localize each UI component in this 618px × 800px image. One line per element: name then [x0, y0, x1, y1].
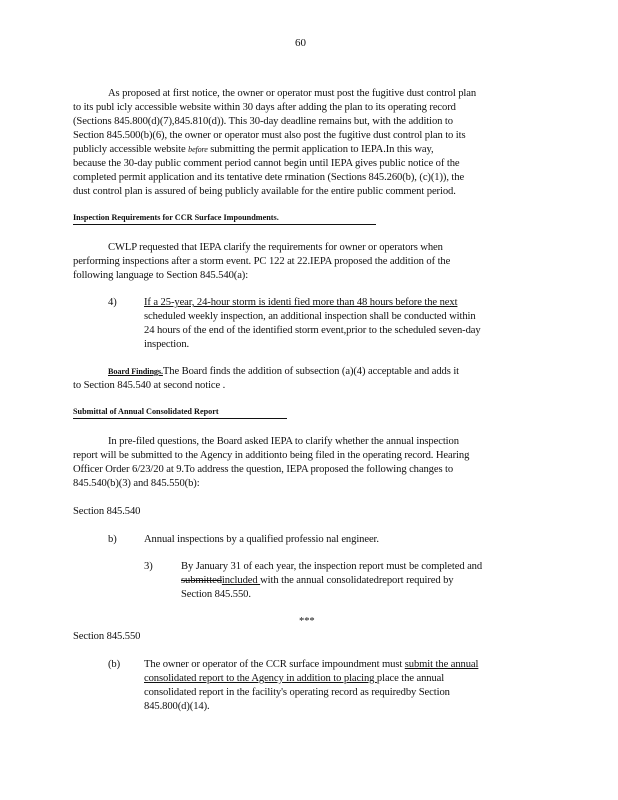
- struck-text: submitted: [181, 575, 222, 586]
- text-line: Board Findings.The Board finds the addition of subsection (a)(4) acceptable and adds it: [108, 366, 460, 377]
- item-label-b: b): [108, 534, 117, 545]
- section-heading-inspection: Inspection Requirements for CCR Surface Impoundments.: [73, 212, 376, 225]
- text-line: dust control plan is assured of being publicly available for the entire public comment period.: [73, 186, 456, 197]
- emphasis-before: before: [188, 145, 208, 154]
- page-number: 60: [295, 37, 306, 49]
- section-label-845-540: Section 845.540: [73, 506, 141, 517]
- text-line: By January 31 of each year, the inspection report must be completed and: [181, 561, 483, 572]
- text-line: 845.540(b)(3) and 845.550(b):: [73, 478, 200, 489]
- text-line: report will be submitted to the Agency in additionto being filed in the operating record. Hearing: [73, 450, 470, 461]
- text-line: consolidated report to the Agency in addition to placing place the annual: [144, 673, 445, 684]
- text-line: to its publ icly accessible website within 30 days after adding the plan to its operating record: [73, 102, 456, 113]
- text-line: In pre-filed questions, the Board asked IEPA to clarify whether the annual inspection: [108, 436, 459, 447]
- text-line: As proposed at first notice, the owner or operator must post the fugitive dust control plan: [108, 88, 477, 99]
- item-number: 4): [108, 297, 117, 308]
- text-line: completed permit application and its tentative dete rmination (Sections 845.260(b), (c)(1)), the: [73, 172, 465, 183]
- inserted-text: consolidated report to the Agency in addition to placing: [144, 673, 377, 684]
- text-line: submittedincluded with the annual consolidatedreport required by: [181, 575, 454, 586]
- text-line: (Sections 845.800(d)(7),845.810(d)). This 30-day deadline remains but, with the addition to: [73, 116, 453, 127]
- text-line: to Section 845.540 at second notice .: [73, 380, 226, 391]
- text-line: publicly accessible website before submitting the permit application to IEPA.In this way,: [73, 144, 434, 155]
- board-findings-label: Board Findings.: [108, 367, 163, 376]
- item-number: 3): [144, 561, 153, 572]
- section-heading-submittal: Submittal of Annual Consolidated Report: [73, 406, 287, 419]
- text-line: Section 845.550.: [181, 589, 251, 600]
- asterisk-separator: ***: [299, 616, 315, 627]
- text-line: CWLP requested that IEPA clarify the requirements for owner or operators when: [108, 242, 443, 253]
- inserted-text: submit the annual: [404, 659, 479, 670]
- text-line: Officer Order 6/23/20 at 9.To address the question, IEPA proposed the following changes to: [73, 464, 454, 475]
- text-line: because the 30-day public comment period cannot begin until IEPA gives public notice of the: [73, 158, 460, 169]
- text-line: scheduled weekly inspection, an additional inspection shall be conducted within: [144, 311, 476, 322]
- text-line: performing inspections after a storm event. PC 122 at 22.IEPA proposed the addition of the: [73, 256, 451, 267]
- text-line: Annual inspections by a qualified professio nal engineer.: [144, 534, 379, 545]
- text-line: The owner or operator of the CCR surface impoundment must submit the annual: [144, 659, 479, 670]
- text-line: inspection.: [144, 339, 190, 350]
- item-label-b: (b): [108, 659, 121, 670]
- text-line: If a 25-year, 24-hour storm is identi fied more than 48 hours before the next: [144, 297, 458, 308]
- text-line: 845.800(d)(14).: [144, 701, 210, 712]
- text-line: 24 hours of the end of the identified storm event,prior to the scheduled seven-day: [144, 325, 481, 336]
- inserted-text: included: [221, 575, 261, 586]
- text-line: following language to Section 845.540(a):: [73, 270, 249, 281]
- text-line: consolidated report in the facility's operating record as requiredby Section: [144, 687, 450, 698]
- text-line: Section 845.500(b)(6), the owner or operator must also post the fugitive dust control plan to its: [73, 130, 466, 141]
- section-label-845-550: Section 845.550: [73, 631, 141, 642]
